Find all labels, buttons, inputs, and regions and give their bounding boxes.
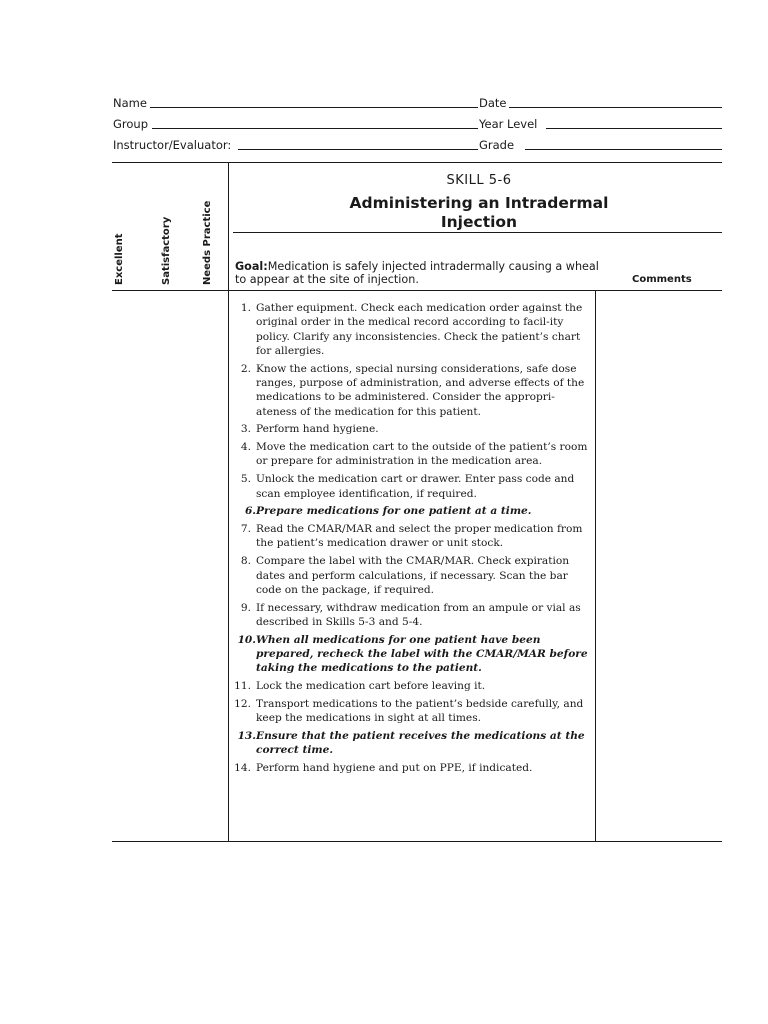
step-number: 6.: [244, 505, 256, 518]
instructor-field-label: Instructor/Evaluator:: [113, 138, 232, 152]
goal-label: Goal:: [235, 260, 268, 273]
comments-column-header: Comments: [632, 274, 692, 285]
table-bottom-rule: [112, 841, 722, 842]
procedure-step: [233, 504, 588, 518]
step-text: Ensure that the patient receives the medications at the correct time.: [256, 730, 585, 757]
procedure-steps-list: [233, 301, 588, 779]
procedure-step: [233, 422, 588, 436]
excellent-column-header: Excellent: [114, 233, 125, 285]
date-field-label: Date: [479, 96, 507, 110]
step-number: 12.: [234, 697, 251, 710]
skill-title: [229, 194, 729, 232]
step-text: Prepare medications for one patient at a time.: [256, 505, 532, 518]
step-number: 1.: [240, 302, 251, 314]
group-field-label: Group: [113, 117, 149, 131]
step-number: 7.: [240, 523, 251, 536]
procedure-step: [233, 362, 588, 419]
name-field-line[interactable]: [150, 107, 478, 108]
group-field-line[interactable]: [152, 128, 478, 129]
grade-field-line[interactable]: [525, 149, 722, 150]
procedure-step: [233, 601, 588, 630]
procedure-step: [233, 679, 588, 693]
skill-number: SKILL 5-6: [446, 173, 512, 188]
step-number: 10.: [237, 633, 256, 646]
step-number: 8.: [240, 555, 251, 568]
instructor-field-line[interactable]: [238, 149, 478, 150]
skill-title-line2: Injection: [440, 213, 518, 231]
title-underline: [233, 232, 722, 233]
skill-title-line1: Administering an Intradermal: [349, 194, 609, 212]
step-text: Perform hand hygiene and put on PPE, if indicated.: [256, 762, 533, 775]
step-text: Perform hand hygiene.: [256, 423, 379, 436]
step-text: Transport medications to the patient’s bedside carefully, and keep the medications in sight at all times.: [256, 697, 584, 725]
procedure-step: [233, 633, 588, 676]
step-number: 4.: [240, 441, 251, 454]
step-text: When all medications for one patient have been prepared, recheck the label with the CMAR/MAR before taking the medications to the patient.: [256, 633, 588, 675]
procedure-step: [233, 440, 588, 469]
table-top-rule: [112, 162, 722, 163]
procedure-step: [233, 554, 588, 597]
step-number: 9.: [240, 601, 251, 614]
comments-column-divider: [595, 290, 596, 841]
goal-statement: [235, 260, 605, 286]
step-text: Gather equipment. Check each medication order against the original order in the medical record according to facil-ity policy. Clarify any inconsistencies. Check the patient’s chart for allergies.: [256, 302, 583, 357]
needs-practice-column-header: Needs Practice: [202, 200, 213, 285]
goal-text: Medication is safely injected intradermally causing a wheal to appear at the site of injection.: [235, 260, 599, 286]
step-number: 2.: [240, 362, 251, 375]
procedure-step: [233, 697, 588, 726]
step-number: 5.: [240, 473, 251, 486]
step-number: 3.: [240, 423, 251, 436]
grade-field-label: Grade: [479, 138, 515, 152]
procedure-step: [233, 729, 588, 758]
step-text: Compare the label with the CMAR/MAR. Check expiration dates and perform calculations, if necessary. Scan the bar code on the package, if required.: [256, 555, 570, 596]
date-field-line[interactable]: [509, 107, 722, 108]
step-number: 13.: [237, 730, 256, 743]
procedure-step: [233, 522, 588, 551]
step-text: If necessary, withdraw medication from an ampule or vial as described in Skills 5-3 and 5-4.: [256, 601, 581, 628]
satisfactory-column-header: Satisfactory: [161, 216, 172, 285]
table-header-rule: [112, 290, 722, 291]
name-field-label: Name: [113, 96, 147, 110]
step-text: Read the CMAR/MAR and select the proper medication from the patient’s medication drawer or unit stock.: [256, 523, 583, 550]
step-text: Know the actions, special nursing considerations, safe dose ranges, purpose of administration, and adverse effects of the medications to be administered. Consider the appropri-ateness of the medication for this patient.: [256, 362, 585, 418]
procedure-step: [233, 301, 588, 358]
procedure-step: [233, 472, 588, 501]
rating-column-divider: [228, 162, 229, 841]
step-text: Unlock the medication cart or drawer. Enter pass code and scan employee identification, if required.: [256, 473, 575, 500]
step-text: Lock the medication cart before leaving it.: [256, 680, 486, 693]
year-level-field-label: Year Level: [479, 117, 538, 131]
year-level-field-line[interactable]: [546, 128, 722, 129]
procedure-step: [233, 761, 588, 775]
step-text: Move the medication cart to the outside of the patient’s room or prepare for administration in the medication area.: [256, 441, 588, 468]
step-number: 11.: [234, 680, 251, 693]
step-number: 14.: [234, 762, 251, 775]
